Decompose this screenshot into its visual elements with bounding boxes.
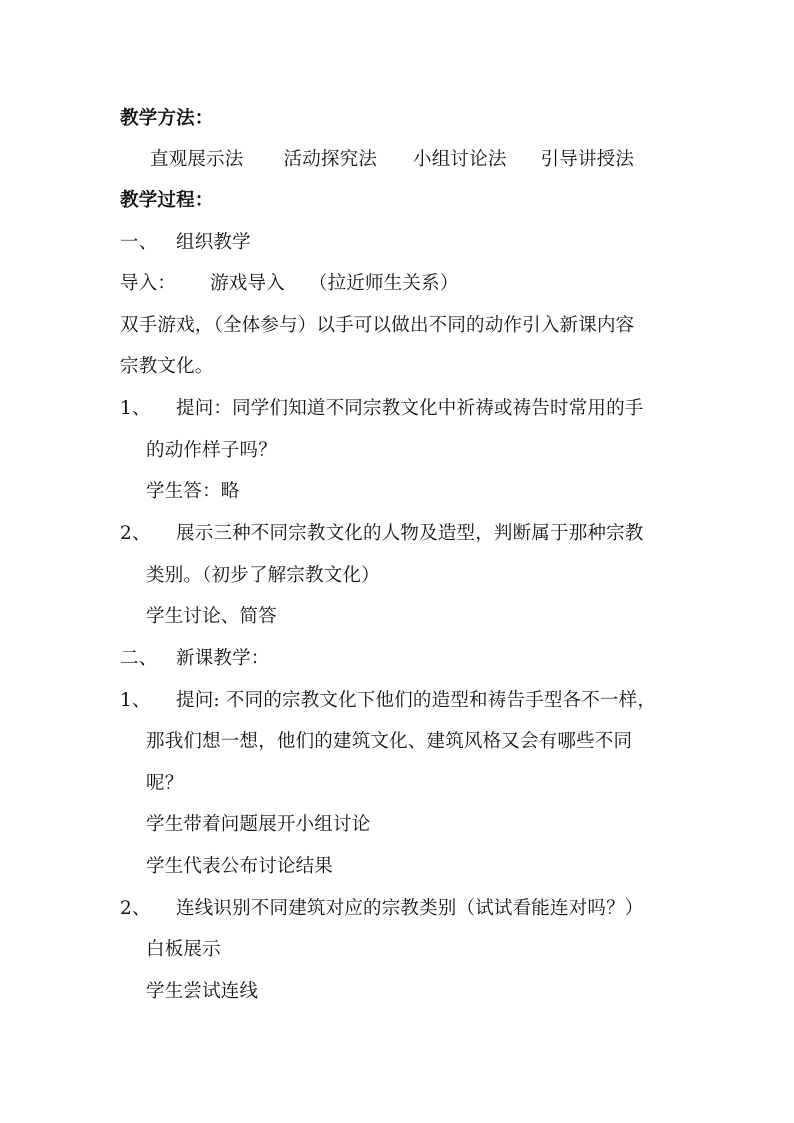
step-number: 2、	[120, 898, 151, 919]
student-activity: 白板展示	[146, 939, 221, 960]
step-number: 1、	[120, 398, 151, 419]
intro-text-line: 宗教文化。	[120, 356, 214, 377]
student-activity: 学生尝试连线	[146, 981, 259, 1002]
step-four	[120, 898, 644, 920]
process-heading: 教学过程：	[120, 190, 214, 211]
step-text: 展示三种不同宗教文化的人物及造型，判断属于那种宗教	[176, 523, 644, 544]
method-item: 引导讲授法	[540, 149, 635, 170]
section-title: 新课教学：	[176, 648, 270, 669]
section-two	[120, 648, 270, 670]
method-item: 直观展示法	[150, 149, 244, 170]
section-number: 一、	[120, 232, 158, 253]
step-text: 提问: 不同的宗教文化下他们的造型和祷告手型各不一样，	[176, 690, 657, 711]
step-text-line: 呢？	[146, 773, 184, 794]
step-text-line: 那我们想一想，他们的建筑文化、建筑风格又会有哪些不同	[146, 731, 633, 752]
method-item: 小组讨论法	[413, 149, 507, 170]
step-text-line: 的动作样子吗？	[146, 440, 277, 461]
section-number: 二、	[120, 648, 158, 669]
intro-method: 游戏导入	[210, 273, 285, 294]
method-item: 活动探究法	[283, 149, 378, 170]
step-number: 2、	[120, 523, 151, 544]
step-one	[120, 398, 644, 420]
intro-line	[120, 273, 459, 295]
intro-text-line: 双手游戏，（全体参与）以手可以做出不同的动作引入新课内容	[120, 315, 635, 336]
step-text: 连线识别不同建筑对应的宗教类别（试试看能连对吗？）	[176, 898, 644, 919]
step-text-line: 类别。（初步了解宗教文化）	[146, 565, 380, 586]
step-text: 提问：同学们知道不同宗教文化中祈祷或祷告时常用的手	[176, 398, 644, 419]
student-activity: 学生带着问题展开小组讨论	[146, 814, 371, 835]
section-title: 组织教学	[176, 232, 251, 253]
step-number: 1、	[120, 690, 151, 711]
methods-list	[150, 149, 634, 171]
student-activity: 学生代表公布讨论结果	[146, 856, 334, 877]
student-answer: 学生答：略	[146, 481, 240, 502]
step-two	[120, 523, 644, 545]
step-three	[120, 690, 656, 712]
student-answer: 学生讨论、简答	[146, 606, 277, 627]
section-one	[120, 232, 251, 254]
methods-heading: 教学方法：	[120, 108, 214, 129]
intro-label: 导入：	[120, 273, 177, 294]
intro-note: （拉近师生关系）	[308, 273, 459, 294]
